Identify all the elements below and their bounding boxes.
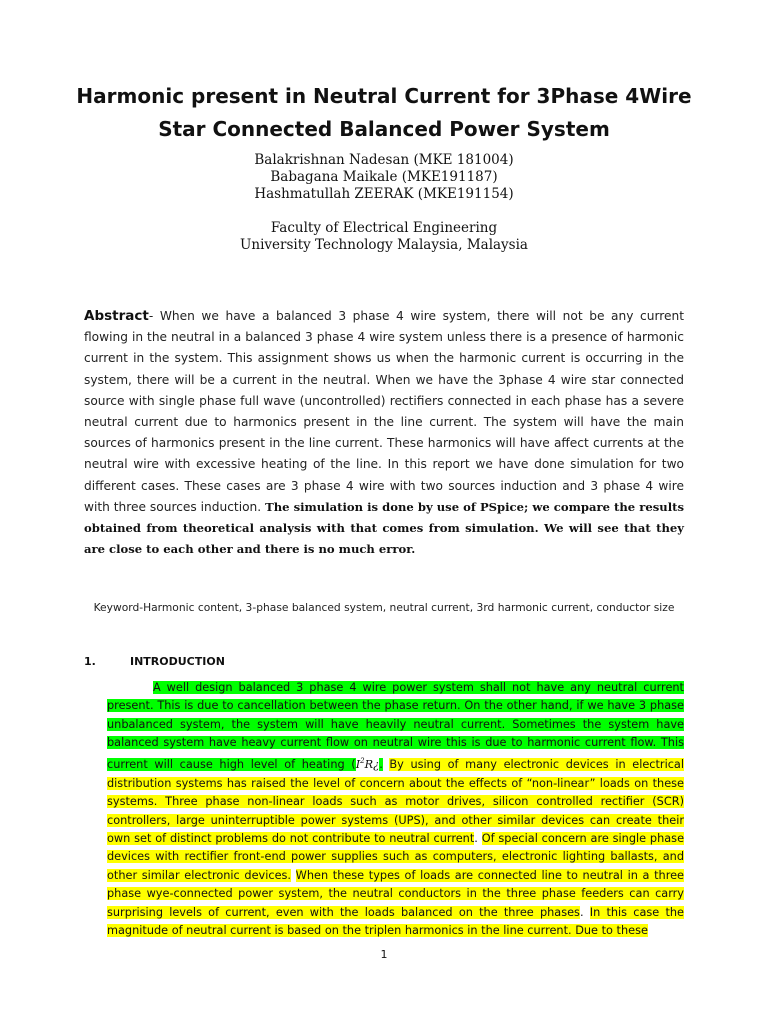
abstract-paragraph bbox=[84, 306, 684, 560]
plain-text: . bbox=[474, 832, 482, 846]
introduction-paragraph bbox=[107, 679, 684, 940]
abstract-bold-text: The simulation is done by use of PSpice; we compare the results obtained from theoretical analysis with that comes from simulation. We will see that they are close to each other and there is no much error. bbox=[84, 499, 684, 557]
green-highlighted-text: A well design balanced 3 phase 4 wire power system shall not have any neutral current present. This is due to cancellation between the phase return. On the other hand, if we have 3 phase unbalanced system, the system will have heavily neutral current. Sometimes the system have balanced system have heavy current flow on neutral wire this is due to harmonic current flow. This current will cause high level of heating ( bbox=[107, 681, 684, 772]
paper-title: Harmonic present in Neutral Current for 3Phase 4Wire Star Connected Balanced Power System bbox=[76, 84, 692, 141]
keywords-line: Keyword-Harmonic content, 3-phase balanced system, neutral current, 3rd harmonic current, conductor size bbox=[93, 601, 675, 614]
affiliation-university: University Technology Malaysia, Malaysia bbox=[240, 237, 528, 253]
yellow-highlighted-text: In this case the magnitude of neutral current is based on the triplen harmonics in the line current. Due to these bbox=[107, 905, 685, 938]
yellow-highlighted-text: By using of many electronic devices in electrical distribution systems has raised the level of concern about the effects of “non-linear” loads on these systems. Three phase non-linear loads such as motor drives, silicon controlled rectifier (SCR) controllers, large uninterruptible power systems (UPS), and other similar devices can create their own set of distinct problems do not contribute to neutral current bbox=[107, 758, 684, 846]
yellow-highlighted-text: Of special concern are single phase devices with rectifier front-end power supplies such as computers, electronic lighting ballasts, and other similar electronic devices. bbox=[107, 832, 685, 882]
section-title: INTRODUCTION bbox=[130, 655, 225, 668]
author-name: Balakrishnan Nadesan (MKE 181004) bbox=[254, 152, 514, 168]
author-name: Babagana Maikale (MKE191187) bbox=[270, 169, 498, 185]
heating-formula bbox=[356, 758, 380, 771]
affiliation-faculty: Faculty of Electrical Engineering bbox=[270, 220, 498, 236]
page-number: 1 bbox=[380, 948, 388, 961]
affiliation bbox=[84, 220, 684, 254]
formula-rest: R¿ bbox=[364, 758, 380, 772]
plain-text bbox=[291, 869, 296, 882]
formula-base: I bbox=[355, 758, 361, 772]
section-number: 1. bbox=[84, 655, 96, 668]
green-highlighted-tail: . bbox=[379, 758, 383, 772]
section-heading bbox=[84, 654, 484, 669]
author-name: Hashmatullah ZEERAK (MKE191154) bbox=[254, 186, 514, 202]
author-list bbox=[84, 152, 684, 203]
abstract-text: - When we have a balanced 3 phase 4 wire system, there will not be any current flowing in the neutral in a balanced 3 phase 4 wire system unless there is a presence of harmonic current in the system. This assignment shows us when the harmonic current is occurring in the system, there will be a current in the neutral. When we have the 3phase 4 wire star connected source with single phase full wave (uncontrolled) rectifiers connected in each phase has a severe neutral current due to harmonics present in the line current. The system will have the main sources of harmonics present in the line current. These harmonics will have affect currents at the neutral wire with excessive heating of the line. In this report we have done simulation for two different cases. These cases are 3 phase 4 wire with two sources induction and 3 phase 4 wire with three sources induction. bbox=[84, 309, 684, 514]
formula-exponent: 2 bbox=[360, 757, 365, 766]
yellow-highlighted-text: When these types of loads are connected line to neutral in a three phase wye-connected power system, the neutral conductors in the three phase feeders can carry surprising levels of current, even with the loads balanced on the three phases bbox=[107, 868, 684, 919]
plain-text: . bbox=[579, 905, 590, 919]
abstract-heading: Abstract bbox=[84, 308, 149, 324]
